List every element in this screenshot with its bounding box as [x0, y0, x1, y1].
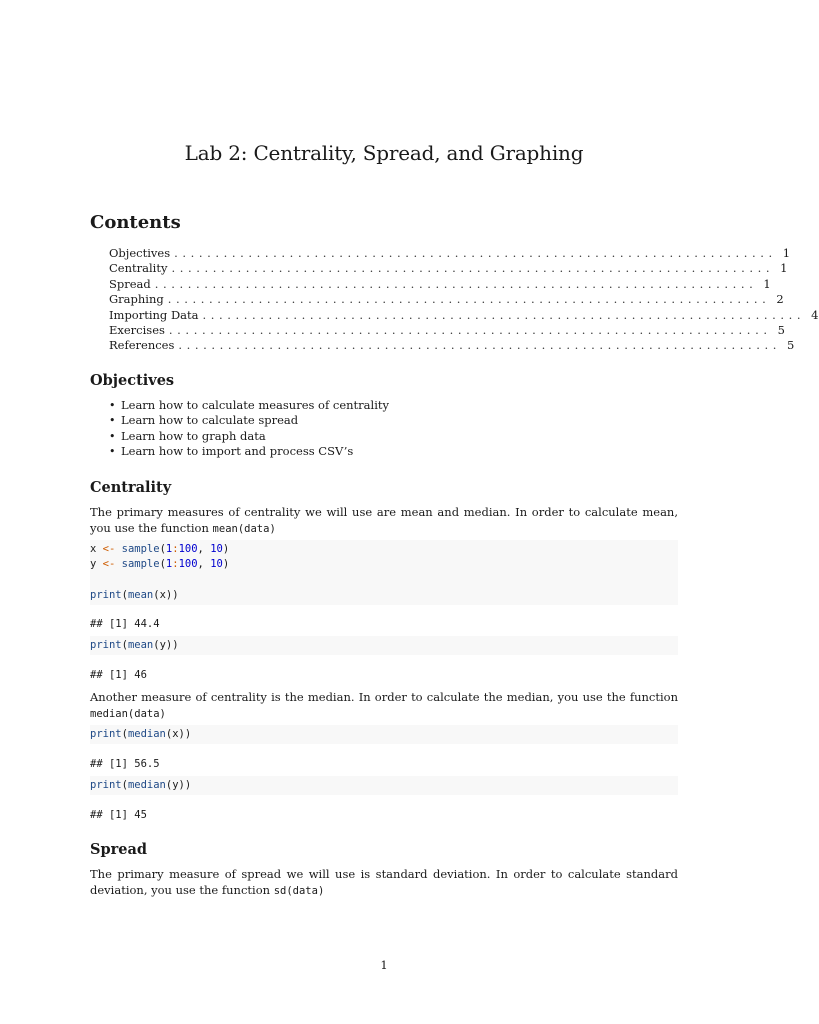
document-title: Lab 2: Centrality, Spread, and Graphing	[184, 141, 584, 165]
bullet-icon: •	[109, 429, 116, 443]
code-var: x	[172, 728, 179, 740]
code-operator: :	[172, 543, 179, 555]
toc-entry-importing-data[interactable]	[109, 307, 819, 323]
code-operator: :	[172, 558, 179, 571]
toc-entry-label: References	[109, 338, 175, 353]
code-operator: <-	[102, 543, 116, 555]
code-block-sample[interactable]: x <- sample(1:100, 10) y <- sample(1:100, 10) print(mean(x))	[90, 540, 678, 605]
code-function: print	[90, 588, 122, 601]
code-function: median	[127, 779, 166, 791]
code-function: median	[127, 728, 166, 740]
code-block-print-median-y[interactable]: print(median(y))	[90, 776, 678, 795]
code-number: 1	[165, 558, 173, 571]
list-item	[90, 444, 389, 459]
toc-entry-page: 4	[811, 307, 819, 322]
list-item	[90, 413, 389, 428]
toc-leader-dots: .........................................................................	[174, 246, 777, 260]
toc-entry-spread[interactable]	[109, 276, 771, 292]
code-operator: <-	[102, 558, 116, 571]
inline-code: mean(data)	[212, 522, 276, 535]
list-item-text: Learn how to calculate spread	[121, 413, 299, 428]
toc-entry-label: Importing Data	[109, 307, 199, 322]
toc-entry-graphing[interactable]	[109, 292, 784, 307]
inline-code: sd(data)	[273, 884, 325, 897]
toc-leader-dots: .........................................................................	[154, 276, 758, 291]
toc-leader-dots: .........................................................................	[168, 322, 772, 337]
toc-entry-objectives[interactable]	[109, 246, 791, 261]
code-function: mean	[127, 639, 154, 651]
toc-entry-exercises[interactable]	[109, 322, 785, 338]
toc-entry-label: Graphing	[109, 292, 164, 307]
code-function: print	[90, 728, 122, 740]
list-item-text: Learn how to graph data	[121, 428, 266, 443]
objectives-heading: Objectives	[90, 372, 175, 389]
bullet-icon: •	[109, 399, 116, 412]
toc-entry-label: Centrality	[109, 261, 168, 276]
code-number: 1	[165, 543, 173, 555]
spread-intro-paragraph	[90, 867, 678, 899]
toc-entry-page: 1	[763, 276, 771, 291]
bullet-icon: •	[109, 445, 116, 459]
bullet-icon: •	[109, 414, 116, 428]
code-output: ## [1] 44.4	[90, 618, 160, 630]
code-block-print-median-x[interactable]: print(median(x))	[90, 725, 678, 744]
toc-entry-references[interactable]	[109, 338, 795, 353]
toc-leader-dots: .........................................................................	[202, 307, 806, 322]
code-function: sample	[121, 543, 160, 555]
objectives-list	[90, 398, 389, 460]
paragraph-text: Another measure of centrality is the median. In order to calculate the median, you use the function	[90, 690, 678, 704]
code-var: x	[159, 588, 166, 601]
page-number: 1	[380, 958, 388, 972]
list-item-text: Learn how to calculate measures of centrality	[121, 398, 389, 412]
code-var: y	[90, 558, 97, 571]
list-item-text: Learn how to import and process CSV’s	[121, 444, 354, 459]
code-function: sample	[121, 558, 160, 571]
code-number: 100	[178, 558, 198, 571]
toc-leader-dots: .........................................................................	[171, 261, 775, 276]
toc-entry-label: Exercises	[109, 322, 165, 337]
code-number: 10	[210, 558, 223, 571]
code-punct: ,	[197, 558, 211, 571]
code-function: print	[90, 639, 122, 651]
code-output: ## [1] 46	[90, 669, 147, 681]
code-function: mean	[127, 588, 154, 601]
toc-entry-centrality[interactable]	[109, 261, 788, 276]
toc-entry-page: 1	[780, 261, 788, 276]
centrality-intro-paragraph	[90, 505, 678, 537]
toc-heading: Contents	[90, 212, 181, 233]
code-var: y	[159, 639, 166, 651]
code-var: x	[90, 543, 97, 555]
inline-code: median(data)	[90, 707, 166, 720]
code-number: 100	[178, 543, 198, 555]
code-function: print	[90, 779, 122, 791]
toc-entry-page: 1	[782, 246, 791, 260]
toc-entry-page: 2	[776, 292, 784, 307]
code-var: y	[172, 779, 179, 791]
code-output: ## [1] 45	[90, 809, 147, 821]
table-of-contents	[109, 246, 819, 354]
list-item	[90, 398, 389, 413]
list-item	[90, 429, 389, 444]
paragraph-text: The primary measures of centrality we will use are mean and median. In order to calculate mean, you use the function	[90, 505, 678, 535]
code-number: 10	[210, 543, 223, 555]
paragraph-text: The primary measure of spread we will use is standard deviation. In order to calculate standard deviation, you use the function	[90, 867, 678, 897]
toc-entry-label: Spread	[109, 276, 151, 291]
toc-leader-dots: .........................................................................	[167, 292, 771, 307]
code-block-print-mean-y[interactable]: print(mean(y))	[90, 636, 678, 655]
spread-heading: Spread	[90, 841, 148, 858]
toc-entry-page: 5	[787, 338, 795, 353]
toc-entry-label: Objectives	[109, 246, 171, 260]
median-paragraph	[90, 690, 678, 722]
toc-leader-dots: .........................................................................	[178, 338, 782, 353]
code-output: ## [1] 56.5	[90, 758, 160, 770]
centrality-heading: Centrality	[90, 479, 172, 496]
code-punct: ,	[197, 543, 211, 555]
toc-entry-page: 5	[777, 322, 785, 337]
